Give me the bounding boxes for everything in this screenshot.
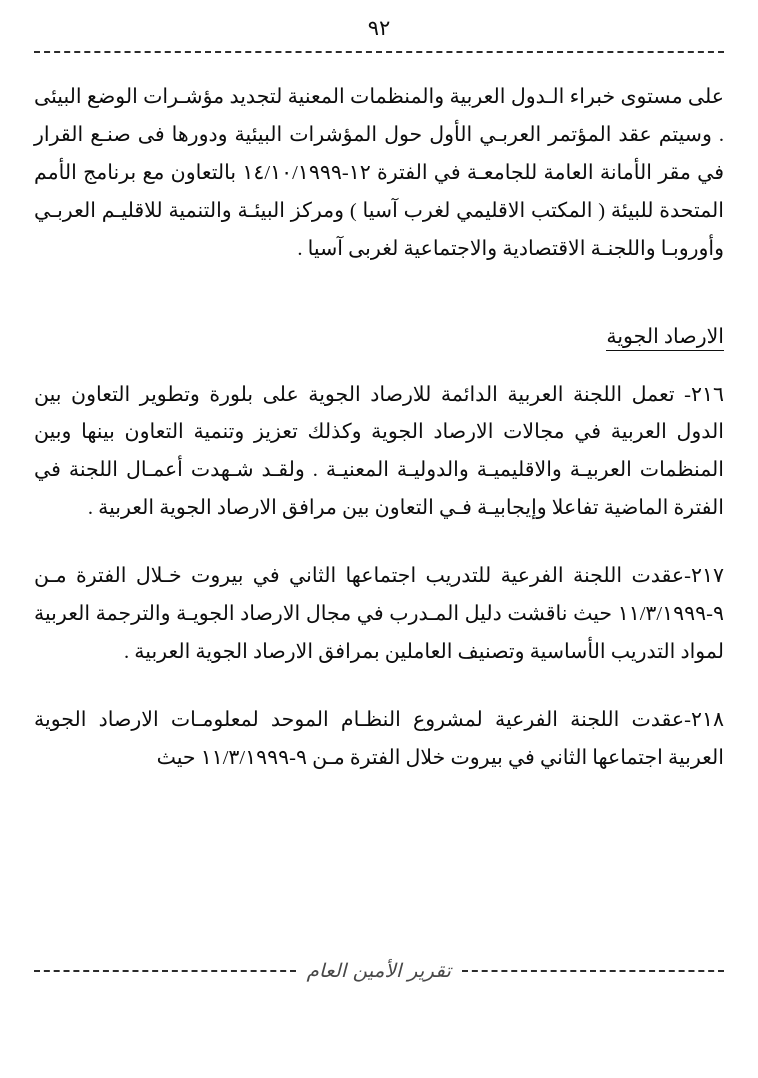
footer-stamp: تقرير الأمين العام [306, 960, 452, 982]
spacer [34, 532, 724, 558]
section-heading-text: الارصاد الجوية [606, 326, 724, 351]
paragraph-intro: على مستوى خبراء الـدول العربية والمنظمات المعنية لتجديد مؤشـرات الوضع البيئى . وسيتم عقد المؤتمر العربـي الأول حول المؤشرات البيئية ودورها فى صنـع القرار في مقر الأمانة العامة للجامعـة في الفترة ١٢-١٤/١٠/١٩٩٩ بالتعاون مع برنامج الأمم المتحدة للبيئة ( المكتب الاقليمي لغرب آسيا ) ومركز البيئـة والتنمية للاقليـم العربـي وأوروبـا واللجنـة الاقتصادية والاجتماعية لغربى آسيا . [34, 86, 725, 260]
spacer [34, 273, 724, 319]
document-body [34, 79, 724, 778]
spacer [34, 676, 724, 702]
numbered-paragraph-217: ٢١٧-عقدت اللجنة الفرعية للتدريب اجتماعها الثاني في بيروت خـلال الفترة مـن ٩-١١/٣/١٩٩٩ حيث ناقشت دليل المـدرب في مجال الارصاد الجويـة والترجمة العربية لمواد التدريب الأساسية وتصنيف العاملين بمرافق الارصاد الجوية العربية . [34, 565, 724, 664]
spacer [34, 363, 724, 377]
page-footer [34, 960, 724, 982]
header-divider [34, 51, 724, 53]
numbered-paragraph-218: ٢١٨-عقدت اللجنة الفرعية لمشروع النظـام الموحد لمعلومـات الارصاد الجوية العربية اجتماعها الثاني في بيروت خلال الفترة مـن ٩-١١/٣/١٩٩٩ حيث [34, 708, 724, 769]
page-number: ٩٢ [367, 16, 391, 40]
footer-divider-right [462, 970, 724, 972]
section-heading [34, 319, 724, 357]
footer-divider-left [34, 970, 296, 972]
numbered-paragraph-216: ٢١٦- تعمل اللجنة العربية الدائمة للارصاد الجوية على بلورة وتطوير التعاون بين الدول العربية في مجالات الارصاد الجوية وكذلك تعزيز وتنمية التعاون بينها وبين المنظمات العربيـة والاقليميـة والدوليـة المعنيـة . ولقـد شـهدت أعمـال اللجنة في الفترة الماضية تفاعلا وإيجابيـة فـي التعاون بين مرافق الارصاد الجوية العربية . [34, 383, 724, 520]
